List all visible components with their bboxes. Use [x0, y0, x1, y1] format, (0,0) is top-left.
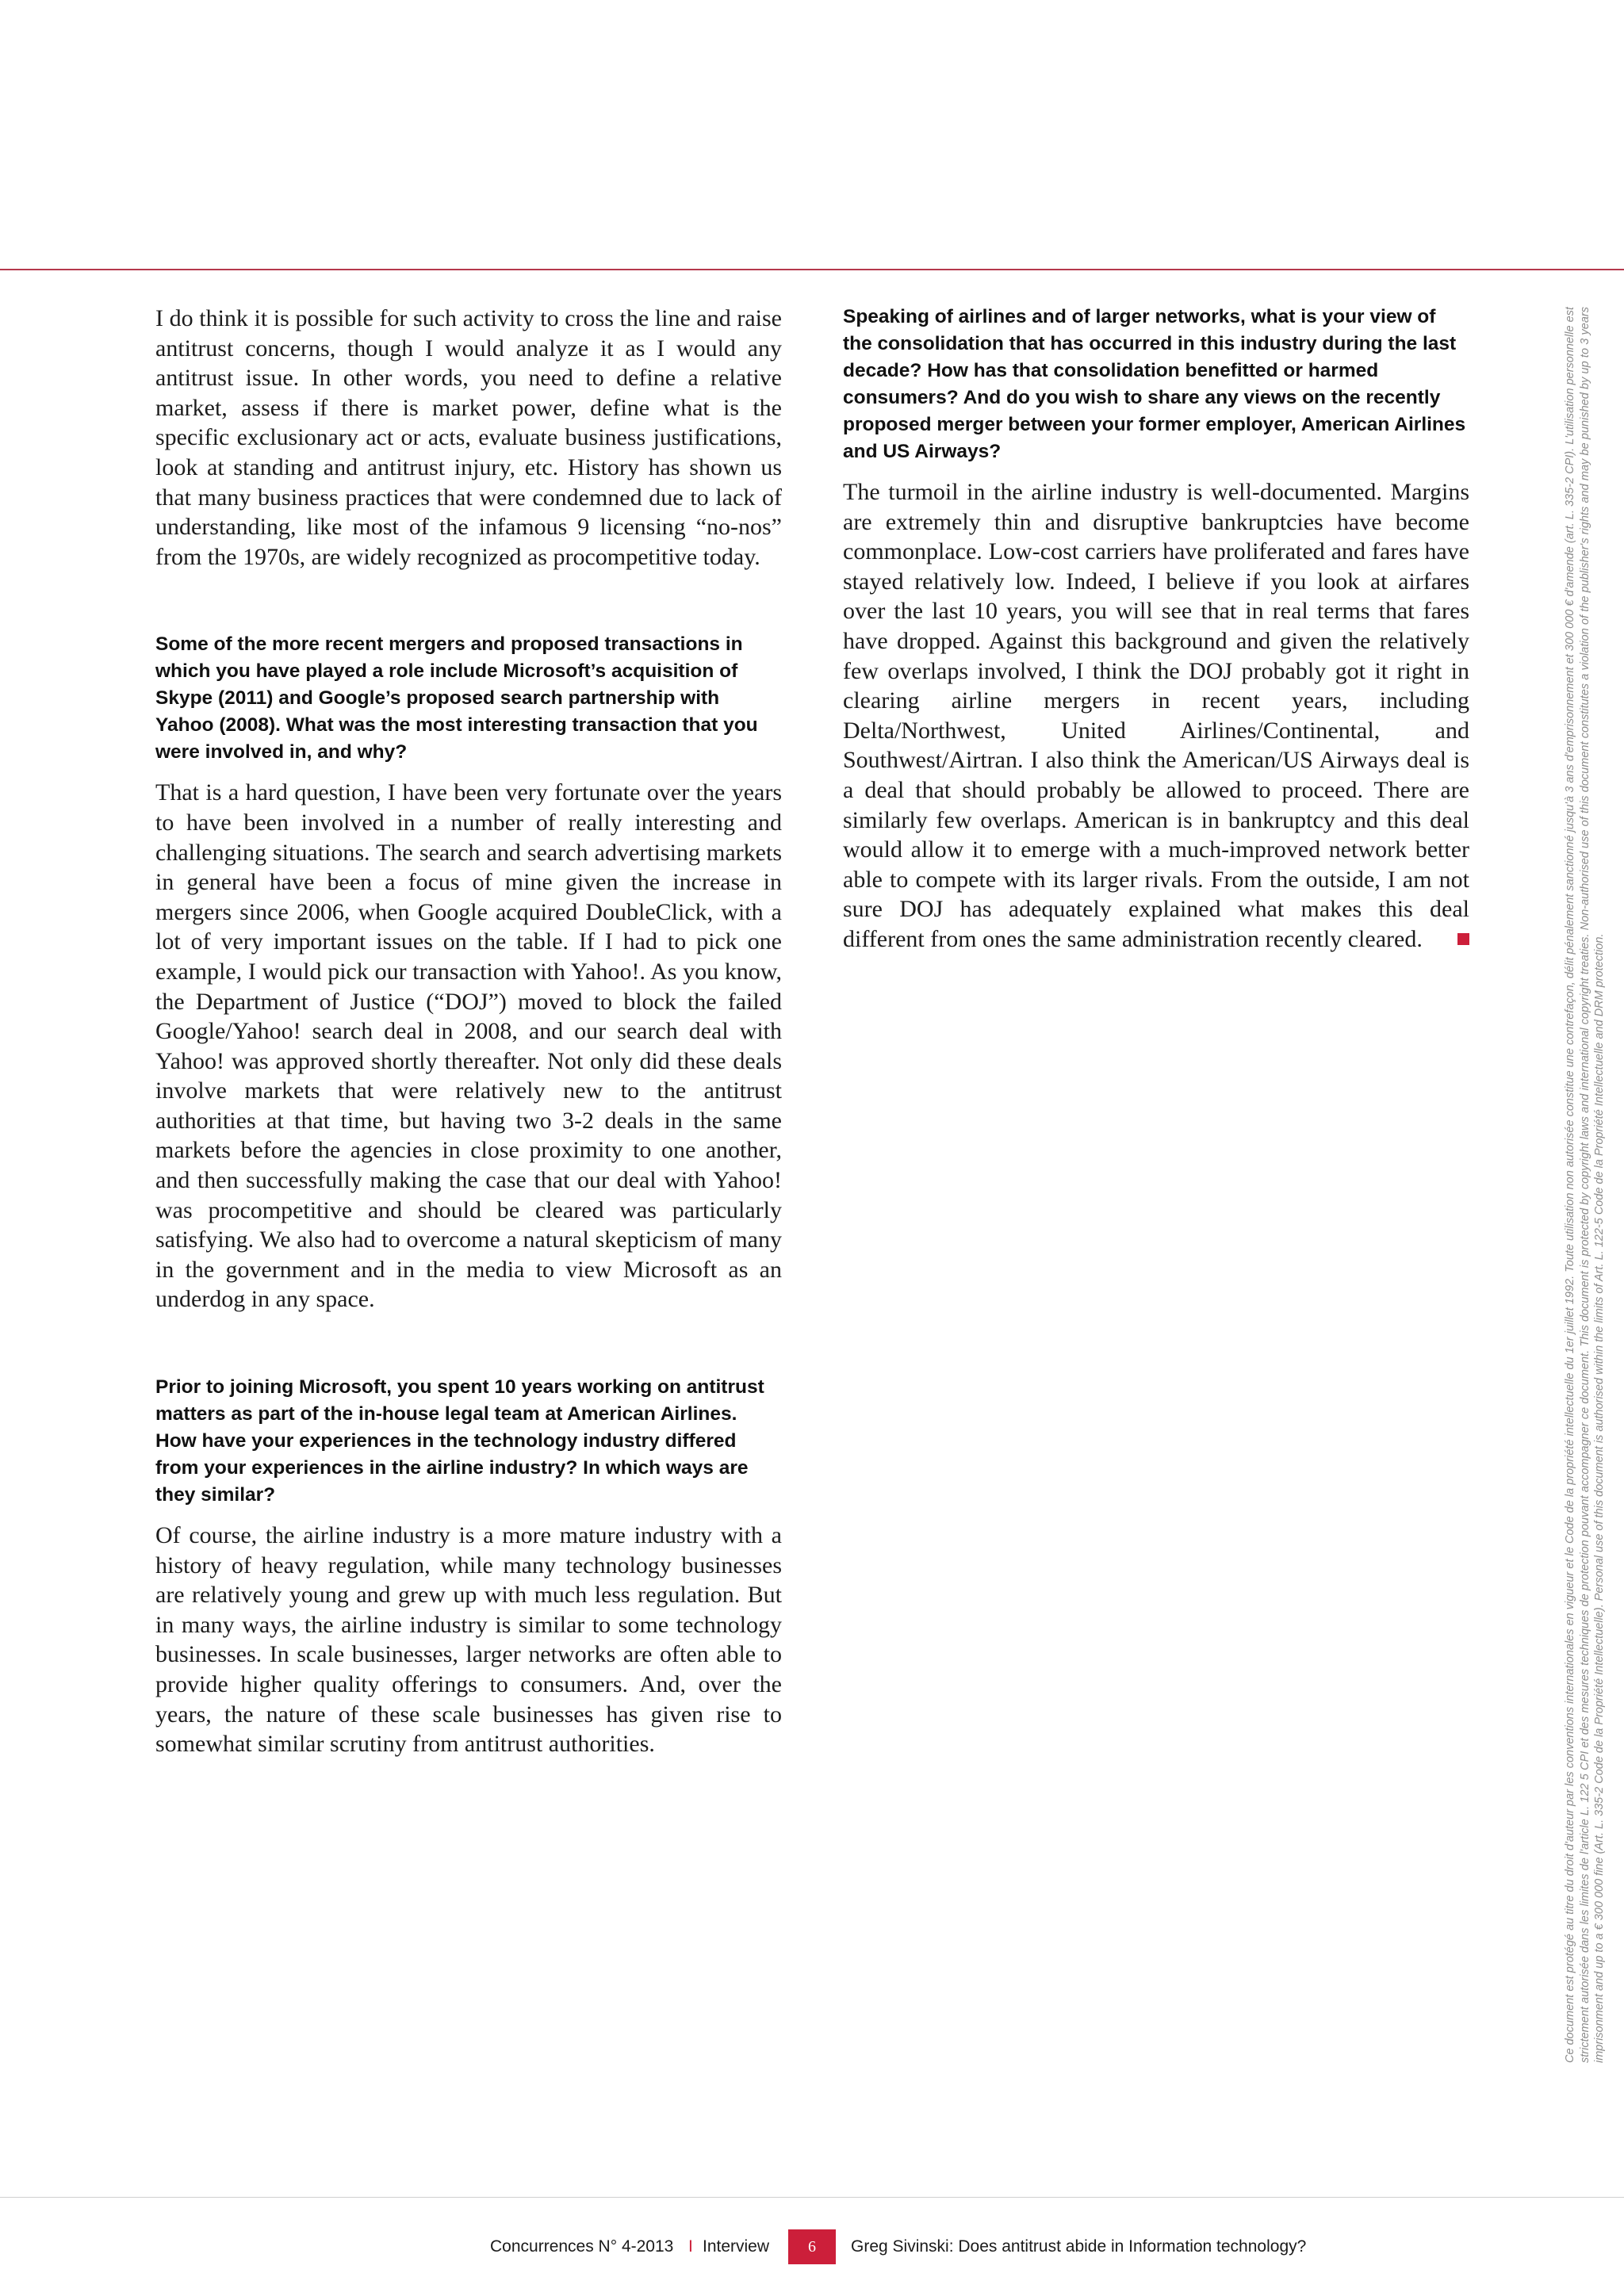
interview-question: Some of the more recent mergers and proposed transactions in which you have played a role include Microsoft’s acquisition of Skype (2011) and Google’s proposed search partnership with Yahoo (2008). What was the most interesting transaction that you were involved in, and why?	[155, 633, 758, 763]
end-of-article-square-icon	[1457, 933, 1469, 945]
interview-question: Prior to joining Microsoft, you spent 10 years working on antitrust matters as part of the in-house legal team at American Airlines. How have your experiences in the technology industry differed from your experiences in the airline industry? In which ways are they similar?	[155, 1376, 764, 1506]
journal-issue: Concurrences N° 4-2013	[490, 2237, 674, 2256]
article-title: Greg Sivinski: Does antitrust abide in Information technology?	[851, 2237, 1307, 2256]
interview-question: Speaking of airlines and of larger networks, what is your view of the consolidation that has occurred in this industry during the last decade? How has that consolidation benefitted or harmed consumers? And do you wish to share any views on the recently proposed merger between your former employer, American Airlines and US Airways?	[843, 306, 1466, 462]
answer-text: The turmoil in the airline industry is well-documented. Margins are extremely thin and disruptive bankruptcies have become commonplace. Low-cost carriers have proliferated and fares have stayed relatively low. Indeed, I believe if you look at airfares over the last 10 years, you will see that in real terms that fares have dropped. Against this background and given the relatively few overlaps involved, I think the DOJ probably got it right in clearing airline mergers in recent years, including Delta/Northwest, United Airlines/Continental, and Southwest/Airtran. I also think the American/US Airways deal is a deal that should probably be allowed to proceed. There are similarly few overlaps. American is in bankruptcy and this deal would allow it to emerge with a much-improved network better able to compete with its larger rivals. From the outside, I am not sure DOJ has adequately explained what makes this deal different from ones the same administration recently cleared.	[843, 479, 1469, 952]
answer-paragraph	[843, 477, 1469, 955]
page-number: 6	[788, 2229, 836, 2264]
answer-paragraph: That is a hard question, I have been very fortunate over the years to have been involved in a number of really interesting and challenging situations. The search and search advertising markets in general have been a focus of mine given the increase in mergers since 2006, when Google acquired DoubleClick, with a lot of very important issues on the table. If I had to pick one example, I would pick our transaction with Yahoo!. As you know, the Department of Justice (“DOJ”) moved to block the failed Google/Yahoo! search deal in 2008, and our search deal with Yahoo! was approved shortly thereafter. Not only did these deals involve markets that were relatively new to the antitrust authorities at that time, but having two 3-2 deals in the same markets before the agencies in close proximity to one another, and then successfully making the case that our deal with Yahoo! was procompetitive and should be cleared was particularly satisfying. We also had to overcome a natural skepticism of many in the government and in the media to view Microsoft as an underdog in any space.	[155, 779, 782, 1313]
answer-paragraph: I do think it is possible for such activity to cross the line and raise antitrust concerns, though I would analyze it as I would any antitrust issue. In other words, you need to define a relative market, assess if there is market power, define what is the specific exclusionary act or acts, evaluate business justifications, look at standing and antitrust injury, etc. History has shown us that many business practices that were condemned due to lack of understanding, like most of the infamous 9 licensing “no-nos” from the 1970s, are widely recognized as procompetitive today.	[155, 305, 782, 570]
copyright-notice: Ce document est protégé au titre du droit d'auteur par les conventions internationales en vigueur et le Code de la propriété intellectuelle du 1er juillet 1992. Toute utilisation non autorisée constitue une contrefaçon, délit pénalement sanctionné jusqu'à 3 ans d'emprisonnement et 300 000 € d'amende (art. L. 335-2 CPI). L'utilisation personnelle est strictement autorisée dans les limites de l'article L. 122 5 CPI et des mesures techniques de protection pouvant accompagner ce document. This document is protected by copyright laws and international copyright treaties. Non-authorised use of this document constitutes a violation of the publisher's rights and may be punished by up to 3 years imprisonment and up to a € 300 000 fine (Art. L. 335-2 Code de la Propriété Intellectuelle). Personal use of this document is authorised within the limits of Art. L. 122-5 Code de la Propriété Intellectuelle and DRM protection.	[1564, 307, 1606, 2063]
left-column	[155, 304, 782, 1759]
header-rule	[0, 269, 1624, 270]
section-name: Interview	[703, 2237, 770, 2256]
footer-rule	[0, 2197, 1624, 2198]
page-footer	[0, 2229, 1624, 2264]
answer-paragraph: Of course, the airline industry is a more mature industry with a history of heavy regulation, while many technology businesses are relatively young and grew up with much less regulation. But in many ways, the airline industry is similar to some technology businesses. In scale businesses, larger networks are often able to provide higher quality offerings to consumers. And, over the years, the nature of these scale businesses has given rise to somewhat similar scrutiny from antitrust authorities.	[155, 1522, 782, 1758]
footer-separator: I	[688, 2237, 693, 2256]
right-column	[843, 304, 1469, 955]
